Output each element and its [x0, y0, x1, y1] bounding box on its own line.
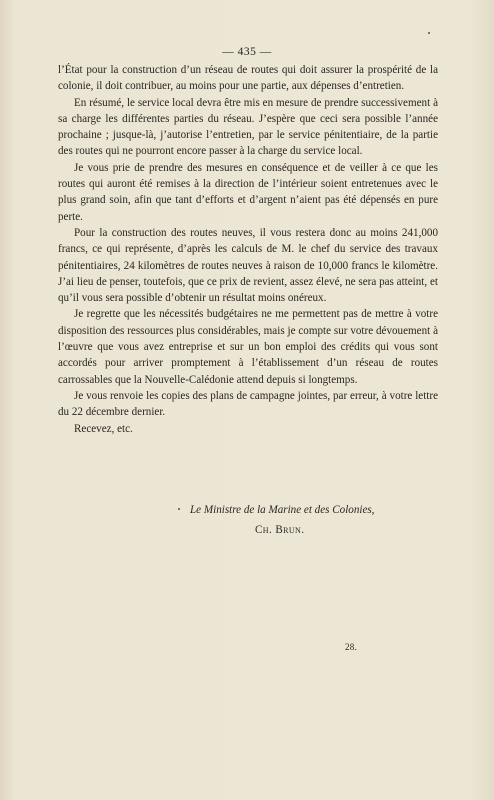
paragraph-1: l’État pour la construction d’un réseau de routes qui doit assurer la prospérité de la colonie, il doit contribuer, au moins pour une partie, aux dépenses d’entretien.: [58, 64, 438, 93]
paragraph-2: En résumé, le service local devra être mis en mesure de prendre successivement à sa charge les différentes parties du réseau. J’espère que ceci sera possible l’année prochaine ; jusque-là, j’autorise l’entretien, par le service pénitentiaire, de la partie des routes qui ne pourront encore passer à la charge du service local.: [58, 96, 438, 158]
paragraph-6: Je vous renvoie les copies des plans de campagne jointes, par erreur, à votre lettre du 22 décembre dernier.: [58, 389, 438, 419]
signature-name: Ch. Brun.: [255, 524, 305, 536]
paragraph-5: Je regrette que les nécessités budgétaires ne me permettent pas de mettre à votre disposition des ressources plus considérables, mais je compte sur votre dévouement à l’œuvre que vous avez entreprise et sur un bon emploi des crédits qui vous sont accordés pour arriver promptement à l’établissement d’un réseau de routes carrossables que la Nouvelle-Calédonie attend depuis si longtemps.: [58, 308, 438, 386]
sheet-mark: 28.: [345, 642, 358, 652]
signature-title: Le Ministre de la Marine et des Colonies,: [190, 504, 375, 516]
letter-body: [58, 62, 438, 437]
closing-line: Recevez, etc.: [74, 422, 133, 435]
ink-speck: [428, 32, 430, 34]
page-number: — 435 —: [222, 46, 272, 58]
paragraph-3: Je vous prie de prendre des mesures en conséquence et de veiller à ce que les routes qui auront été remises à la direction de l’intérieur soient entretenues avec le plus grand soin, afin que tant d’efforts et d’argent n’aient pas été dépensés en pure perte.: [58, 161, 438, 223]
paragraph-4: Pour la construction des routes neuves, il vous restera donc au moins 241,000 francs, ce qui représente, d’après les calculs de M. le chef du service des travaux pénitentiaires, 24 kilomètres de routes neuves à raison de 10,000 francs le kilomètre. J’ai lieu de penser, toutefois, que ce prix de revient, assez élevé, ne sera pas atteint, et qu’il vous sera possible d’obtenir un résultat moins onéreux.: [58, 226, 438, 305]
ink-speck: [178, 508, 180, 510]
